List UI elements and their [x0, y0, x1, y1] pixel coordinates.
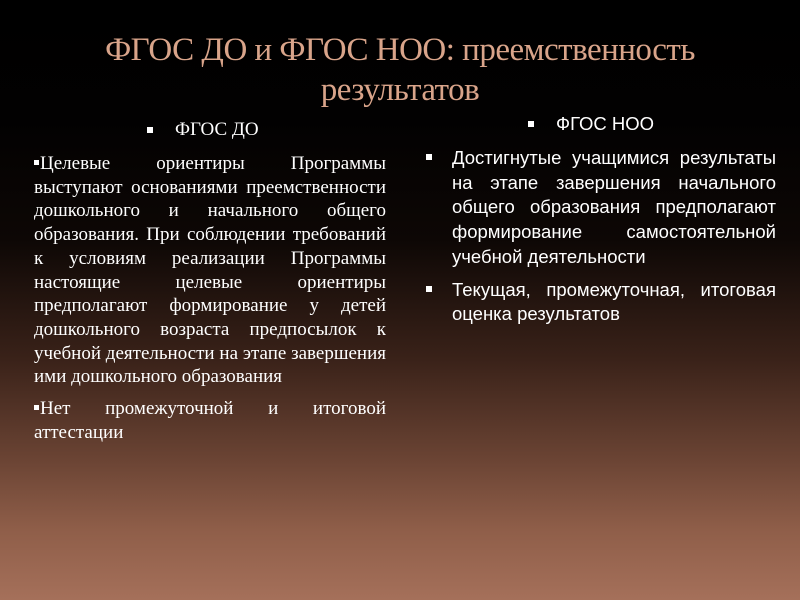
left-list-item-2	[34, 397, 386, 444]
left-list-item-1-text: Целевые ориентиры Программы выступают основаниями преемственности дошкольного и начального общего образования. При соблюдении требований к условиям реализации Программы настоящие целевые ориентиры предполагают формирование у детей дошкольного возраста предпосылок к учебной деятельности на этапе завершения ими дошкольного образования	[34, 153, 386, 388]
square-bullet-icon	[147, 127, 153, 133]
slide-title-line-1: ФГОС ДО и ФГОС НОО: преемственность	[105, 32, 695, 68]
right-column-header-text: ФГОС НОО	[556, 113, 655, 135]
square-bullet-icon	[34, 160, 39, 165]
square-bullet-icon	[426, 286, 432, 292]
slide-title-line-2: результатов	[320, 72, 480, 108]
left-column-header-text: ФГОС ДО	[175, 119, 259, 141]
square-bullet-icon	[426, 154, 432, 160]
right-column-header	[452, 112, 776, 136]
left-column-header	[34, 118, 386, 142]
left-list-item-2-text: Нет промежуточной и итоговой аттестации	[34, 398, 386, 443]
left-list-item-1	[34, 152, 386, 389]
right-list-item-2-text: Текущая, промежуточная, итоговая оценка результатов	[452, 278, 776, 325]
slide-title	[0, 30, 800, 110]
right-list-item-1-text: Достигнутые учащимися результаты на этапе завершения начального общего образования предполагают формирование самостоятельной учебной деятельности	[452, 147, 776, 267]
square-bullet-icon	[34, 405, 39, 410]
right-list-item-2	[452, 278, 776, 327]
square-bullet-icon	[528, 121, 534, 127]
left-column	[34, 118, 386, 452]
right-column	[452, 112, 776, 335]
right-list-item-1	[452, 146, 776, 270]
